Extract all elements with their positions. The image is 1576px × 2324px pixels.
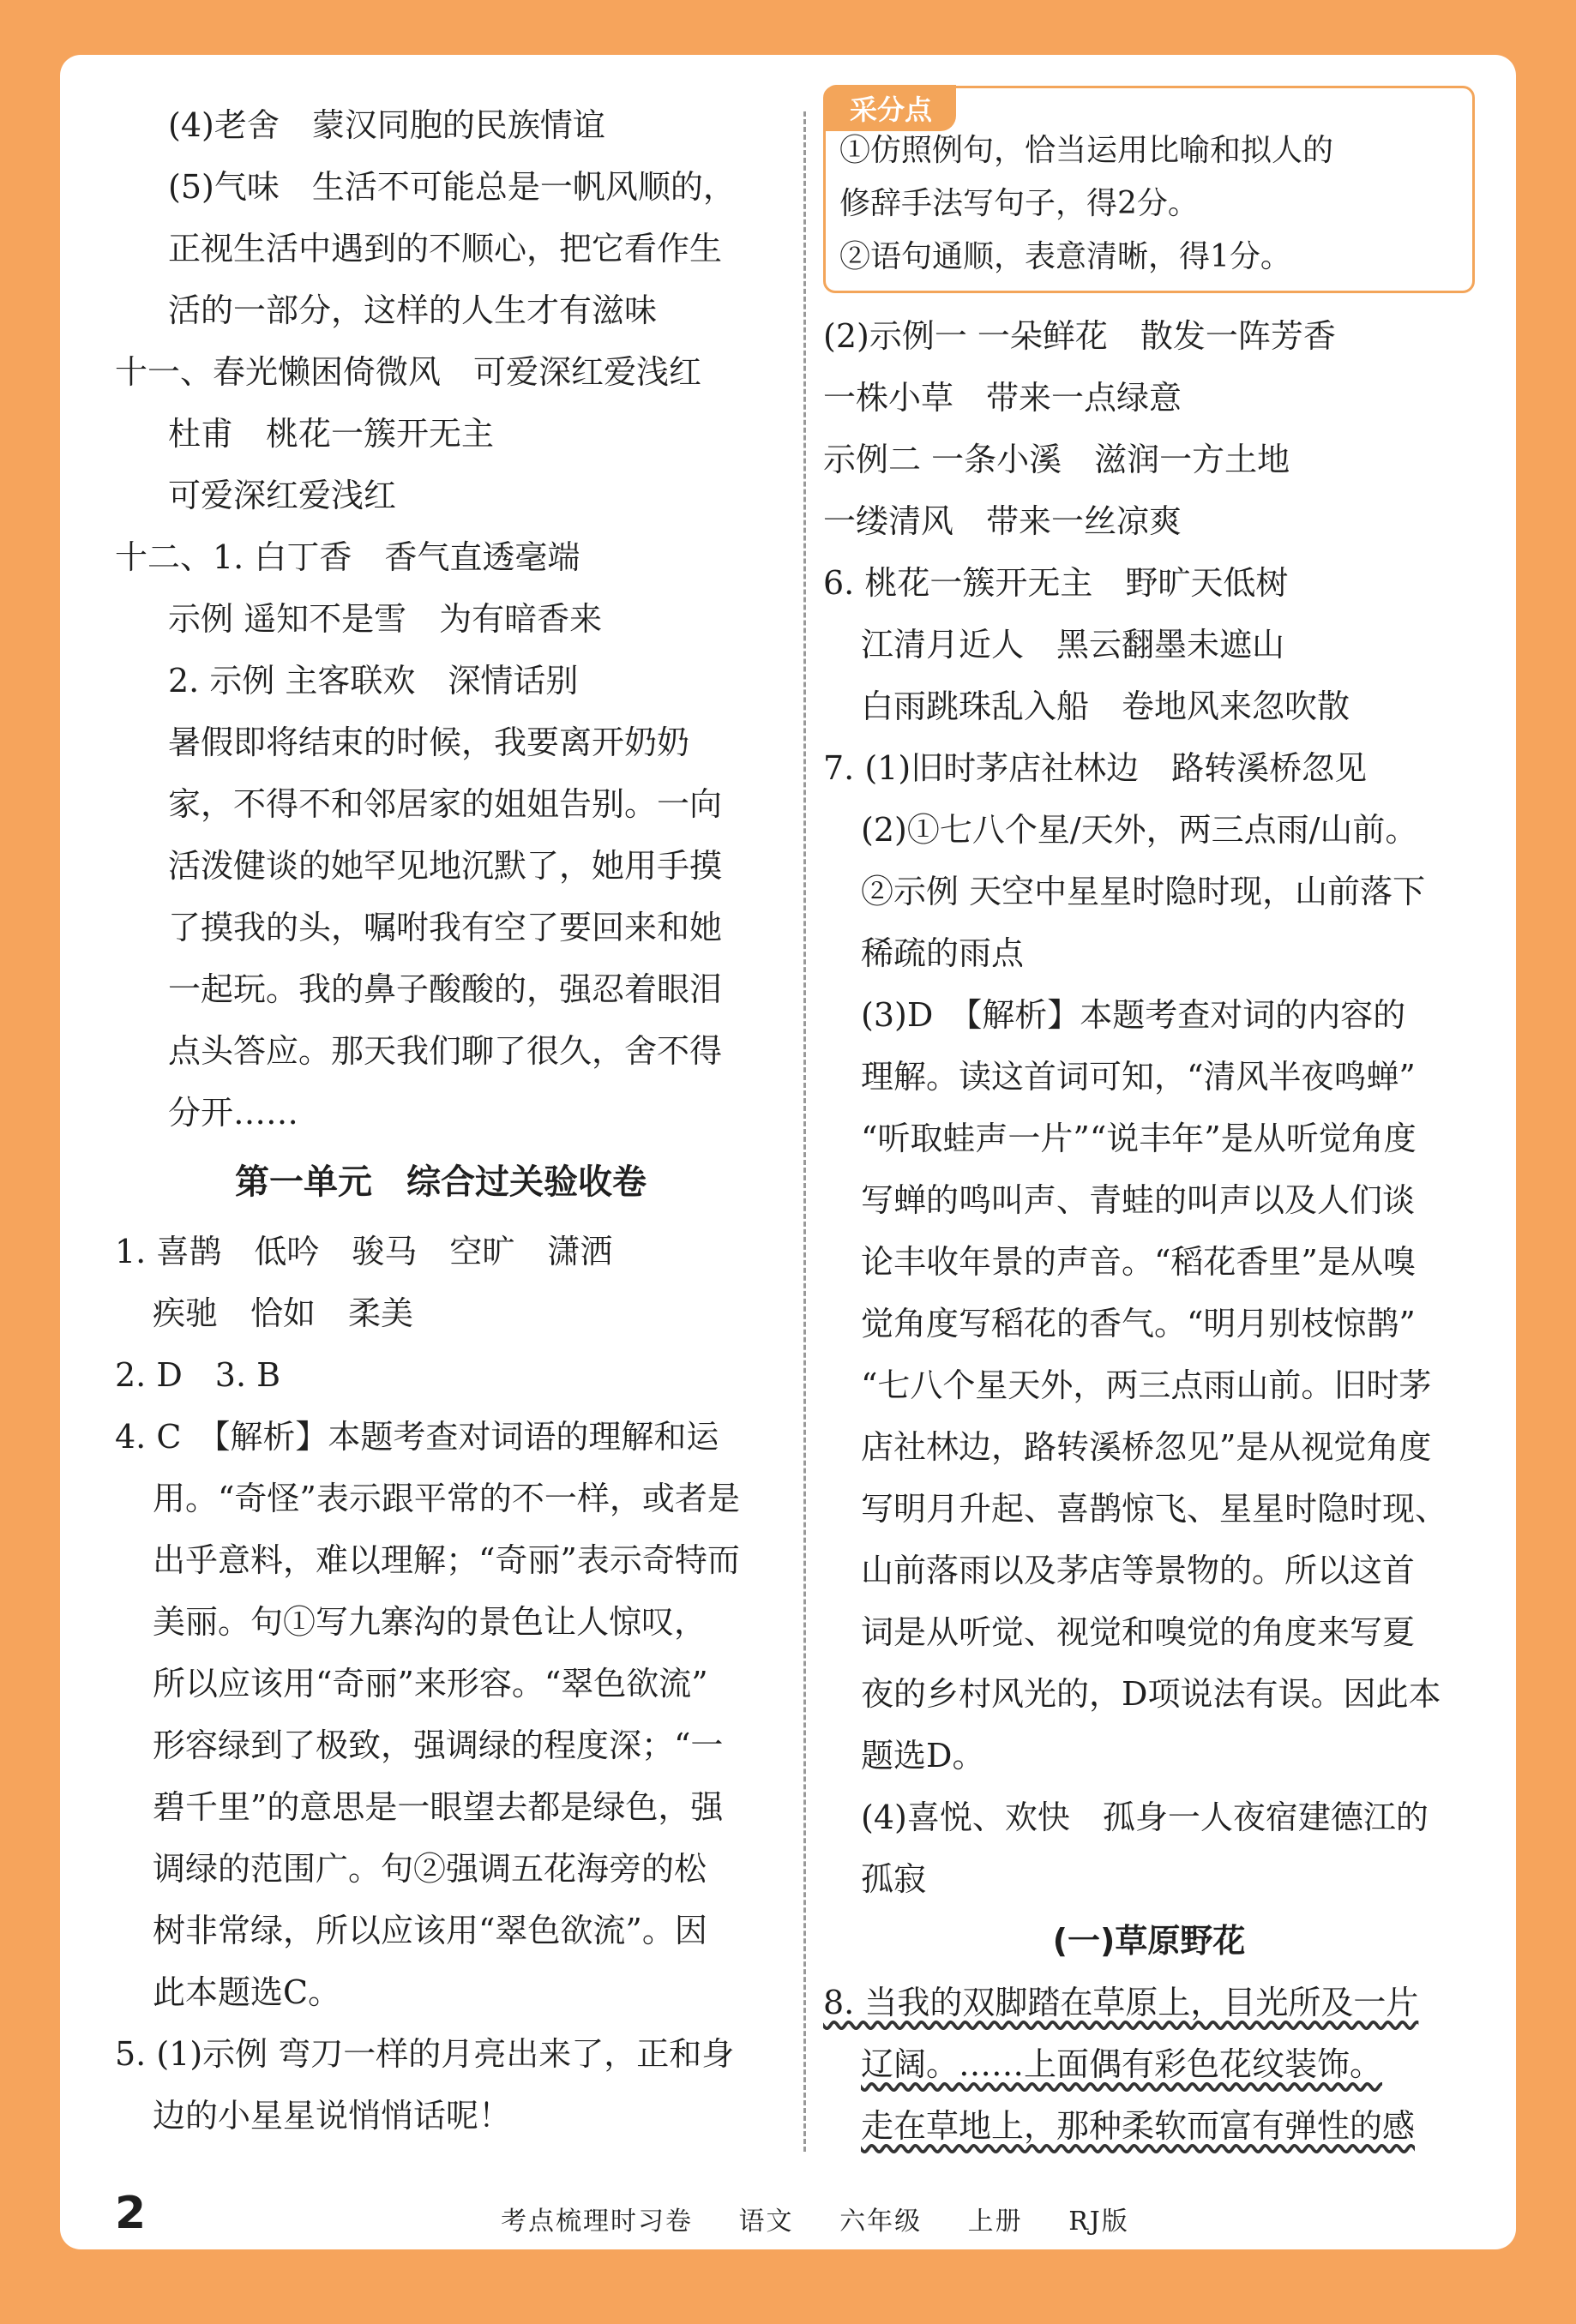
term: 上册: [967, 2207, 1023, 2237]
answer-line: 分开……: [168, 1094, 299, 1132]
answer-line: 杜甫 桃花一簇开无主: [168, 415, 495, 453]
question-4: 4. C 【解析】本题考查对词语的理解和运: [115, 1418, 719, 1456]
answer-line: 词是从听觉、视觉和嗅觉的角度来写夏: [861, 1613, 1416, 1651]
page-number: 2: [115, 2188, 147, 2239]
answer-line: 边的小星星说悄悄话呢！: [153, 2097, 512, 2135]
question-6: 6. 桃花一簇开无主 野旷天低树: [823, 564, 1289, 602]
answer-line: (4)喜悦、欢快 孤身一人夜宿建德江的: [861, 1799, 1429, 1836]
column-divider: [803, 111, 806, 2152]
passage-title: (一)草原野花: [1052, 1922, 1246, 1960]
answer-line: 辽阔。……上面偶有彩色花纹装饰。: [861, 2045, 1383, 2083]
answer-line: 稀疏的雨点: [861, 934, 1025, 972]
answer-line: (4)老舍 蒙汉同胞的民族情谊: [168, 106, 605, 144]
edition: RJ版: [1068, 2207, 1129, 2237]
grade: 六年级: [839, 2207, 923, 2237]
answer-line: 活的一部分，这样的人生才有滋味: [168, 291, 658, 329]
answer-line: 2. 示例 主客联欢 深情话别: [168, 662, 579, 700]
answer-line: 题选D。: [861, 1737, 985, 1775]
question-1: 1. 喜鹊 低吟 骏马 空旷 潇洒: [115, 1233, 613, 1270]
answer-line: 孤寂: [861, 1860, 927, 1898]
answer-line: 一缕清风 带来一丝凉爽: [823, 502, 1182, 540]
answer-line: 可爱深红爱浅红: [168, 477, 397, 514]
answer-line: 论丰收年景的声音。“稻花香里”是从嗅: [861, 1243, 1416, 1281]
answer-line: 形容绿到了极致，强调绿的程度深；“一: [153, 1726, 724, 1764]
answer-line: (5)气味 生活不可能总是一帆风顺的，: [168, 168, 736, 206]
scoring-point: ①仿照例句，恰当运用比喻和拟人的: [839, 133, 1334, 168]
answer-line: “听取蛙声一片”“说丰年”是从听觉角度: [861, 1120, 1417, 1157]
answer-line: 理解。读这首词可知，“清风半夜鸣蝉”: [861, 1058, 1416, 1096]
answer-line: 调绿的范围广。句②强调五花海旁的松: [153, 1850, 707, 1888]
answer-line: 暑假即将结束的时候，我要离开奶奶: [168, 724, 690, 761]
answer-line: 美丽。句①写九寨沟的景色让人惊叹，: [153, 1603, 707, 1641]
answer-line: 疾驰 恰如 柔美: [153, 1294, 414, 1332]
answer-line: 写明月升起、喜鹊惊飞、星星时隐时现、: [861, 1490, 1448, 1528]
answer-line: (3)D 【解析】本题考查对词的内容的: [861, 996, 1406, 1034]
answer-line: 白雨跳珠乱入船 卷地风来忽吹散: [861, 688, 1350, 725]
answer-line: 树非常绿，所以应该用“翠色欲流”。因: [153, 1912, 707, 1949]
answer-line: (2)示例一 一朵鲜花 散发一阵芳香: [823, 317, 1336, 355]
section-title: 第一单元 综合过关验收卷: [235, 1162, 647, 1202]
question-11: 十一、春光懒困倚微风 可爱深红爱浅红: [115, 353, 702, 391]
answer-line: ②示例 天空中星星时隐时现，山前落下: [861, 873, 1426, 910]
answer-line: 走在草地上，那种柔软而富有弹性的感: [861, 2107, 1416, 2145]
left-column: [115, 94, 767, 2147]
scoring-points-box: [823, 86, 1475, 293]
scoring-point: ②语句通顺，表意清晰，得1分。: [839, 239, 1291, 274]
footer-info: [501, 2200, 1165, 2237]
answer-line: 活泼健谈的她罕见地沉默了，她用手摸: [168, 847, 723, 885]
question-7: 7. (1)旧时茅店社林边 路转溪桥忽见: [823, 749, 1368, 787]
answer-line: 店社林边，路转溪桥忽见”是从视觉角度: [861, 1428, 1432, 1466]
answer-line: 夜的乡村风光的，D项说法有误。因此本: [861, 1675, 1441, 1713]
answer-line: 写蝉的鸣叫声、青蛙的叫声以及人们谈: [861, 1181, 1416, 1219]
question-8: 8. 当我的双脚踏在草原上，目光所及一片: [823, 1984, 1419, 2021]
book-title: 考点梳理时习卷: [501, 2207, 693, 2237]
answer-line: 一起玩。我的鼻子酸酸的，强忍着眼泪: [168, 970, 723, 1008]
page-footer: [115, 2188, 1470, 2249]
right-column: [823, 94, 1475, 2157]
answer-line: 示例二 一条小溪 滋润一方土地: [823, 441, 1290, 478]
scoring-point: 修辞手法写句子，得2分。: [839, 186, 1199, 221]
question-12: 十二、1. 白丁香 香气直透毫端: [115, 538, 580, 576]
answer-line: 此本题选C。: [153, 1973, 341, 2011]
answer-line: 点头答应。那天我们聊了很久，舍不得: [168, 1032, 723, 1070]
answer-line: 一株小草 带来一点绿意: [823, 379, 1182, 417]
answer-line: 觉角度写稻花的香气。“明月别枝惊鹊”: [861, 1305, 1416, 1342]
subject: 语文: [738, 2207, 794, 2237]
answer-line: 山前落雨以及茅店等景物的。所以这首: [861, 1552, 1416, 1589]
answer-line: 了摸我的头，嘱咐我有空了要回来和她: [168, 909, 723, 946]
answer-line: 示例 遥知不是雪 为有暗香来: [168, 600, 603, 638]
answer-line: 家，不得不和邻居家的姐姐告别。一向: [168, 785, 723, 823]
answer-line: (2)①七八个星/天外，两三点雨/山前。: [861, 811, 1418, 849]
answer-line: 所以应该用“奇丽”来形容。“翠色欲流”: [153, 1665, 708, 1702]
answer-line: 出乎意料，难以理解；“奇丽”表示奇特而: [153, 1541, 740, 1579]
answer-line: 碧千里”的意思是一眼望去都是绿色，强: [153, 1788, 724, 1826]
answer-line: 用。“奇怪”表示跟平常的不一样，或者是: [153, 1480, 740, 1517]
answer-line: 正视生活中遇到的不顺心，把它看作生: [168, 230, 723, 267]
answer-line: “七八个星天外，两三点雨山前。旧时茅: [861, 1366, 1432, 1404]
question-5: 5. (1)示例 弯刀一样的月亮出来了，正和身: [115, 2035, 735, 2073]
scoring-points-tab: 采分点: [826, 85, 956, 131]
question-2-3: 2. D 3. B: [115, 1356, 281, 1394]
answer-line: 江清月近人 黑云翻墨未遮山: [861, 626, 1285, 664]
